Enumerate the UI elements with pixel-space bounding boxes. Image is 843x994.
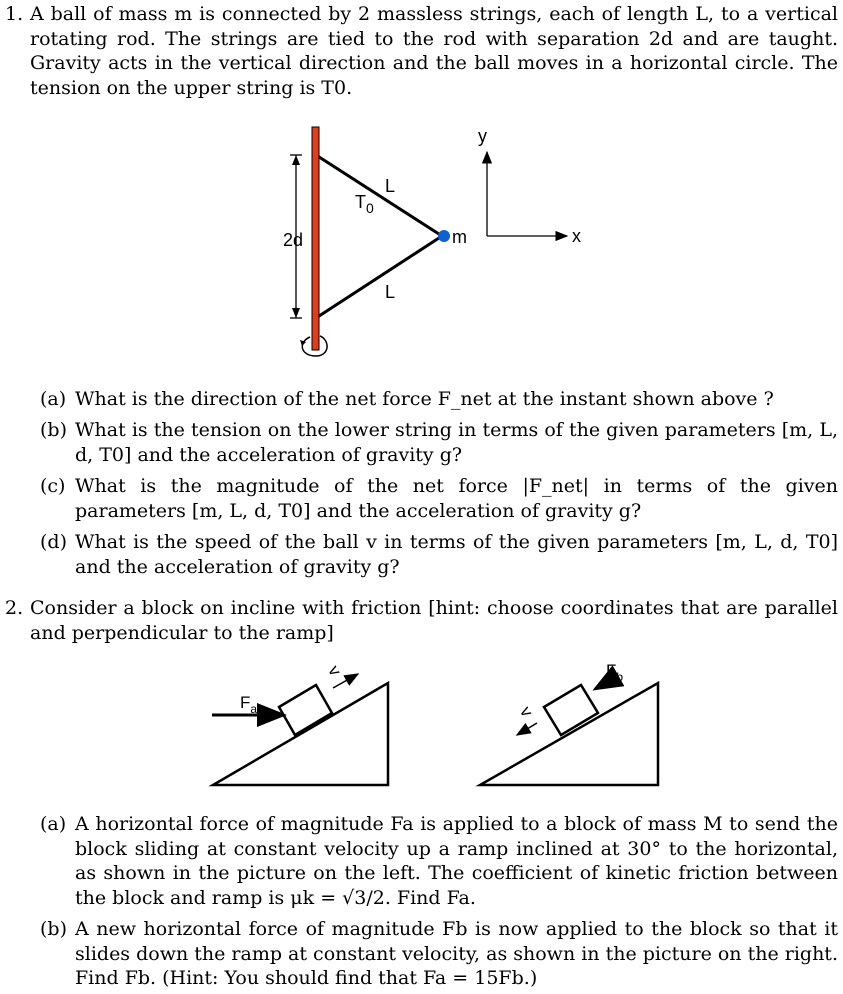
label-y: y <box>478 126 487 146</box>
label-L-upper: L <box>385 176 396 196</box>
problem-2-part-b-text: A new horizontal force of magnitude Fb is now applied to the block so that it slides down the ramp at constant velocity, as shown in the picture on the right. Find Fb. (Hint: You should find that Fa = 15Fb.) <box>75 918 838 989</box>
problem-1-part-b-text: What is the tension on the lower string in terms of the given parameters [m, L, d, T0] and the acceleration of gravity g? <box>75 419 838 466</box>
left-velocity-label: v <box>324 662 346 680</box>
problem-1-part-d-label: (d) <box>40 531 67 553</box>
problem-2-part-b-label: (b) <box>40 918 67 940</box>
upper-string <box>316 155 442 236</box>
right-block <box>544 685 598 735</box>
problem-1-part-a-text: What is the direction of the net force F_net at the instant shown above ? <box>75 388 774 410</box>
right-force-label: $F_b$ <box>606 661 624 684</box>
problem-2-text: Consider a block on incline with friction [hint: choose coordinates that are parallel and perpendicular to the ramp] <box>30 597 838 644</box>
problem-2-part-a-label: (a) <box>40 813 67 835</box>
problem-1-part-b-label: (b) <box>40 419 67 441</box>
right-velocity-arrow <box>517 723 537 735</box>
problem-1-text: A ball of mass m is connected by 2 massless strings, each of length L, to a vertical rotating rod. The strings are tied to the rod with separation 2d and are taught. Gravity acts in the vertical direction and the ball moves in a horizontal circle. The tension on the upper string is T0. <box>30 3 838 99</box>
left-velocity-arrow <box>333 674 358 688</box>
lower-string <box>316 236 442 318</box>
problem-1-part-c-text: What is the magnitude of the net force |F_net| in terms of the given parameters [m, L, d, T0] and the acceleration of gravity g? <box>75 475 838 522</box>
right-velocity-label: v <box>516 703 537 721</box>
problem-1-part-a-label: (a) <box>40 388 67 410</box>
incline-figures <box>200 660 670 790</box>
problem-2-number: 2. <box>5 597 24 619</box>
label-m: m <box>452 227 467 247</box>
left-block <box>279 685 332 735</box>
problem-2-part-a-text: A horizontal force of magnitude Fa is applied to a block of mass M to send the block sliding at constant velocity up a ramp inclined at 30° to the horizontal, as shown in the picture on the left. The coefficient of kinetic friction between the block and ramp is μk = √3/2. Find Fa. <box>75 813 838 909</box>
label-x: x <box>572 226 581 246</box>
ball <box>438 230 450 242</box>
label-2d: 2d <box>283 230 304 250</box>
label-T0: $T_0$ <box>355 192 374 216</box>
rotating-rod-figure <box>270 120 610 365</box>
problem-1-part-c-label: (c) <box>40 475 66 497</box>
problem-1-number: 1. <box>5 3 24 25</box>
vertical-rod <box>312 127 319 350</box>
left-force-label: $F_a$ <box>240 693 258 716</box>
label-L-lower: L <box>385 282 396 302</box>
problem-1-part-d-text: What is the speed of the ball v in terms of the given parameters [m, L, d, T0] and the acceleration of gravity g? <box>75 531 838 578</box>
